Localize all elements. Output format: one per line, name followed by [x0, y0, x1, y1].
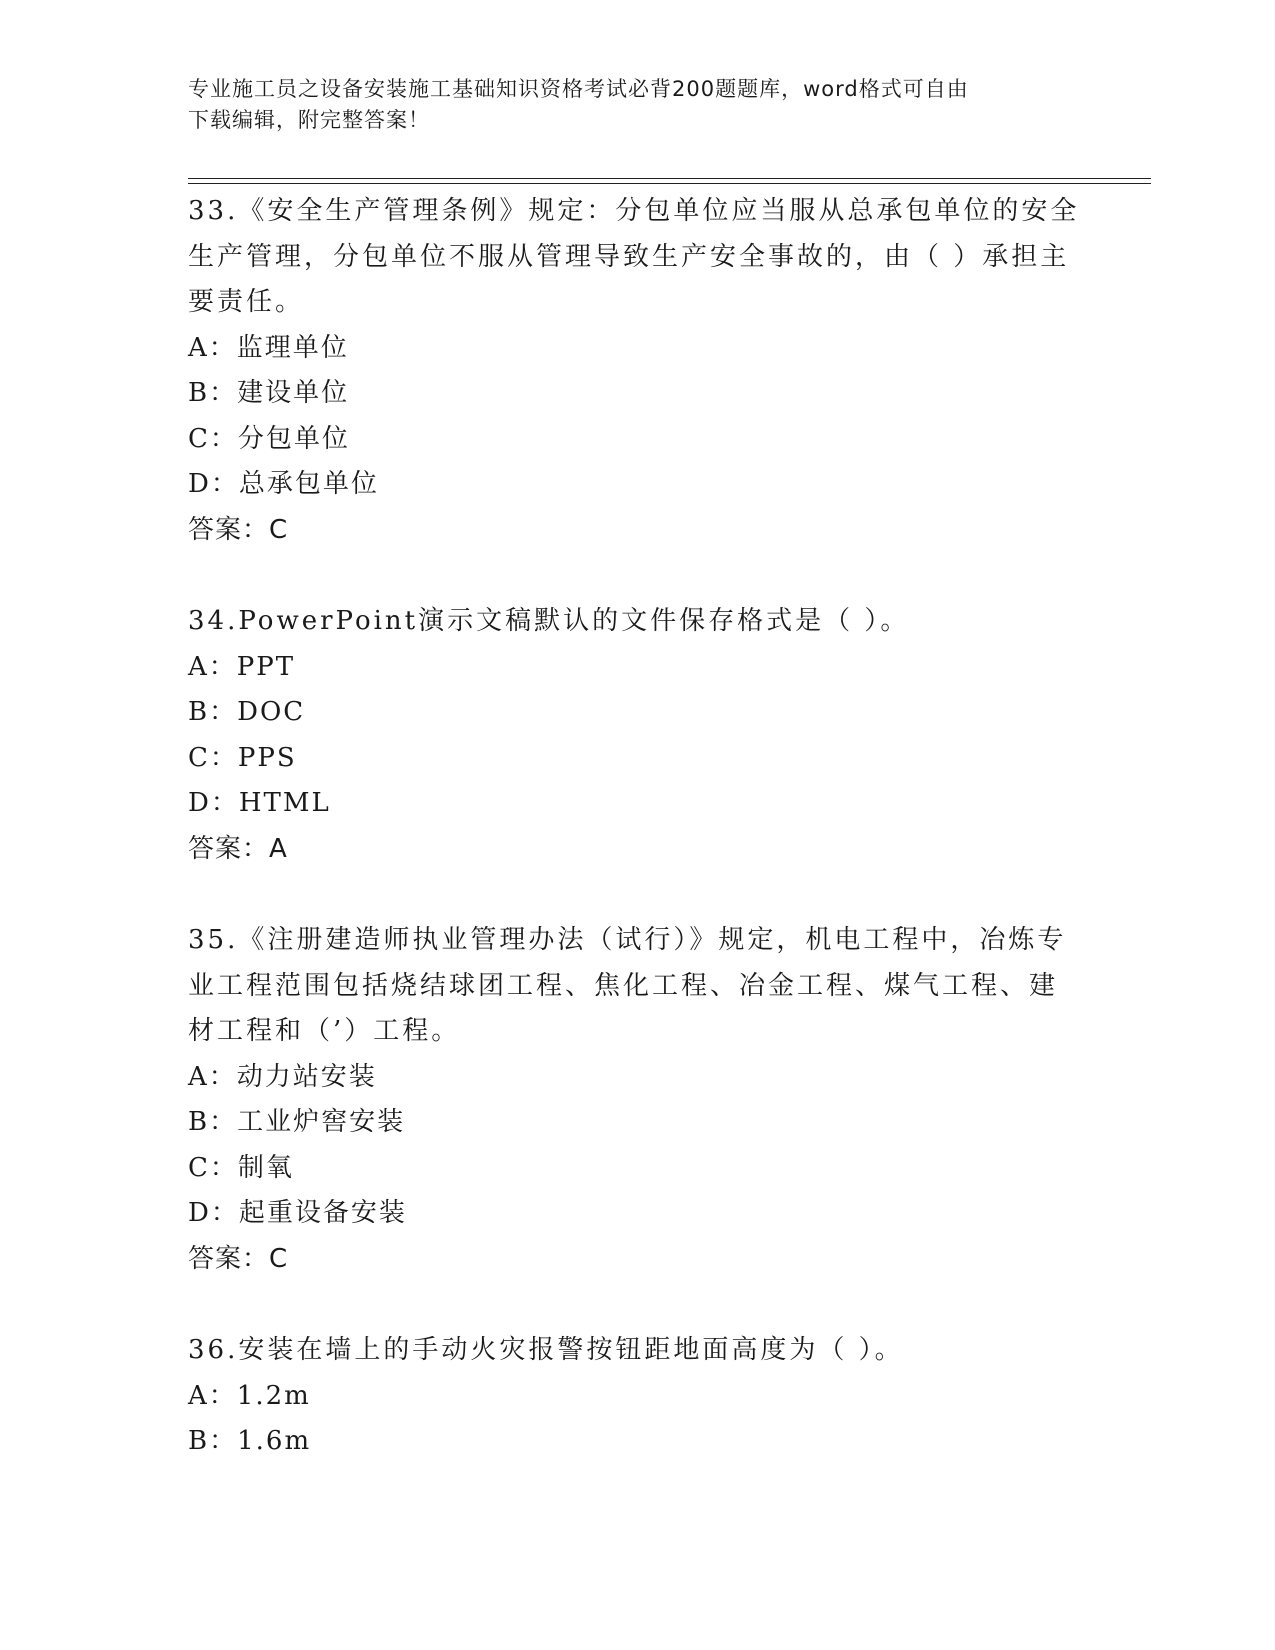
question-stem-line: 要责任。: [188, 287, 305, 317]
question-stem-line: 33.《安全生产管理条例》规定：分包单位应当服从总承包单位的安全: [188, 196, 1080, 226]
header-divider-top: [188, 178, 1151, 179]
question-stem-line: 生产管理，分包单位不服从管理导致生产安全事故的，由（ ）承担主: [188, 241, 1070, 272]
question-stem-line: 业工程范围包括烧结球团工程、焦化工程、冶金工程、煤气工程、建: [188, 970, 1059, 1001]
option-d: D：总承包单位: [188, 469, 379, 499]
option-a: A：1.2m: [188, 1380, 311, 1411]
header-divider-bottom: [188, 183, 1151, 184]
option-b: B：1.6m: [188, 1426, 312, 1456]
question-stem-line: 36.安装在墙上的手动火灾报警按钮距地面高度为（ ）。: [188, 1335, 904, 1365]
option-c: C：分包单位: [188, 423, 350, 454]
option-b: B：DOC: [188, 697, 306, 727]
option-a: A：PPT: [188, 651, 296, 682]
question-34: [188, 599, 1088, 872]
option-b: B：工业炉窖安装: [188, 1107, 406, 1137]
document-header: [188, 74, 1088, 136]
answer-line: 答案：C: [188, 1243, 289, 1274]
question-35: [188, 918, 1088, 1282]
option-d: D：起重设备安装: [188, 1198, 407, 1228]
option-c: C：PPS: [188, 742, 297, 773]
option-c: C：制氧: [188, 1152, 294, 1183]
option-a: A：监理单位: [188, 332, 349, 363]
question-33: [188, 189, 1088, 553]
question-stem-line: 35.《注册建造师执业管理办法（试行）》规定，机电工程中，冶炼专: [188, 925, 1067, 955]
question-stem-line: 34.PowerPoint演示文稿默认的文件保存格式是（ ）。: [188, 606, 910, 636]
option-d: D：HTML: [188, 788, 331, 818]
answer-line: 答案：A: [188, 833, 288, 864]
option-a: A：动力站安装: [188, 1061, 377, 1092]
question-stem-line: 材工程和（’）工程。: [188, 1016, 461, 1046]
option-b: B：建设单位: [188, 378, 350, 408]
question-list: [188, 189, 1088, 1511]
question-36: [188, 1328, 1088, 1465]
header-line-2: 下载编辑，附完整答案！: [188, 108, 430, 132]
header-line-1: 专业施工员之设备安装施工基础知识资格考试必背200题题库，word格式可自由: [188, 77, 969, 101]
answer-line: 答案：C: [188, 514, 289, 545]
